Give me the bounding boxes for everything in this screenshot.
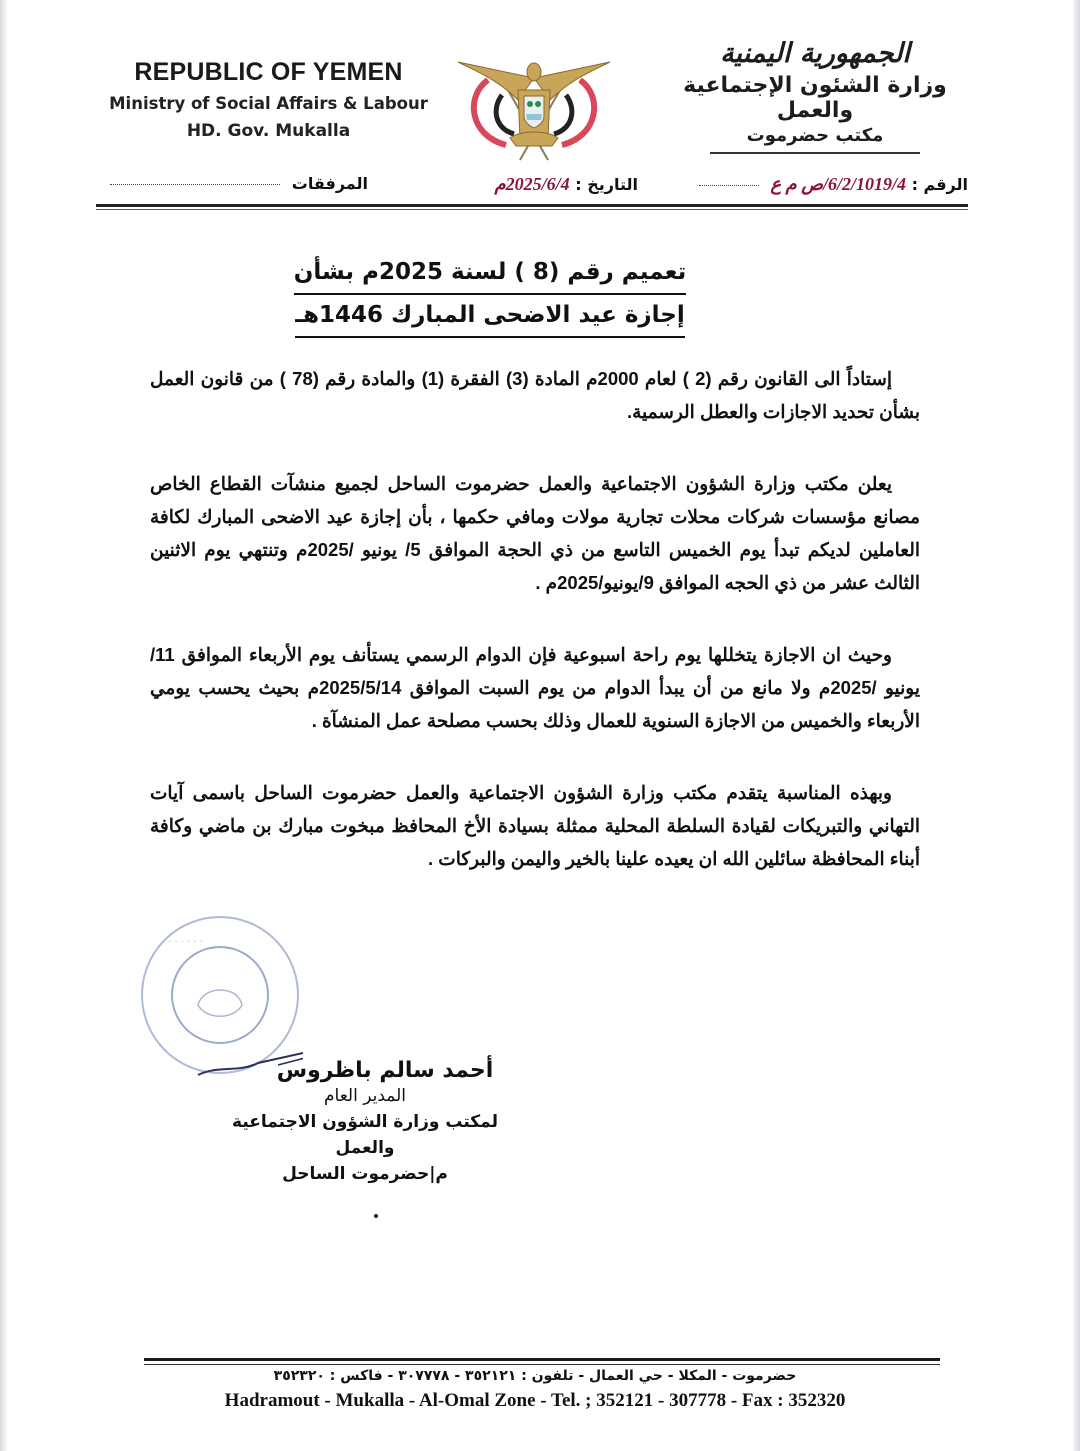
reference-number: [693, 174, 968, 195]
reference-attachments-line: [110, 184, 280, 185]
letterhead-underline: [710, 152, 920, 154]
header-divider: [96, 204, 968, 207]
stray-dot: [374, 1214, 378, 1218]
page-edge-left: [0, 0, 8, 1451]
header-divider-thin: [96, 209, 968, 210]
page-edge-right: [1072, 0, 1080, 1451]
office-name-ar: مكتب حضرموت: [746, 125, 884, 146]
title-line-2: إجازة عيد الاضحى المبارك 1446هـ: [295, 295, 685, 338]
footer-divider-thin: [144, 1364, 940, 1365]
ministry-name-ar: وزارة الشئون الإجتماعية والعمل: [683, 73, 947, 123]
body-paragraph: وحيث ان الاجازة يتخللها يوم راحة اسبوعية فإن الدوام الرسمي يستأنف يوم الأربعاء الموافق 11/يونيو /2025م ولا مانع من أن يبدأ الدوام من يوم السبت الموافق 2025/5/14م بحيث يحسب يومي الأربعاء والخميس من الاجازة السنوية للعمال وذلك بحسب مصلحة عمل المنشآة .: [150, 644, 920, 731]
reference-number-line: [699, 185, 759, 186]
circular-body: [150, 362, 920, 914]
reference-date-label: التاريخ :: [575, 175, 638, 194]
reference-date-value: 2025/6/4م: [494, 174, 570, 194]
country-name-en: REPUBLIC OF YEMEN: [134, 58, 403, 86]
country-name-ar: الجمهورية اليمنية: [720, 38, 910, 69]
footer-address-ar: حضرموت - المكلا - حي العمال - تلفون : ٣٥٢١٢١ - ٣٠٧٧٧٨ - فاكس : ٣٥٢٣٢٠: [273, 1368, 797, 1384]
letterhead-english: [96, 58, 441, 141]
footer-divider: [144, 1358, 940, 1361]
circular-title: [280, 252, 700, 338]
body-paragraph: يعلن مكتب وزارة الشؤون الاجتماعية والعمل حضرموت الساحل لجميع منشآت القطاع الخاص مصانع مؤسسات شركات محلات تجارية مولات ومافي حكمها ، بأن إجازة عيد الاضحى المبارك لكافة العاملين لديكم تبدأ يوم الخميس التاسع من ذي الحجة الموافق 5/ يونيو /2025م وتنتهي يوم الاثنين الثالث عشر من ذي الحجه الموافق 9/يونيو/2025م .: [150, 473, 920, 593]
reference-attachments: [104, 174, 368, 193]
svg-text:· · · · · ·: · · · · · ·: [168, 937, 203, 948]
reference-number-label: الرقم :: [911, 175, 968, 194]
signatory-title: المدير العام: [324, 1086, 406, 1106]
reference-row: [96, 170, 968, 200]
reference-number-value: 6/2/1019/4/ص م ع: [770, 174, 906, 194]
signature-block: [200, 1058, 530, 1187]
yemen-emblem-icon: [448, 50, 620, 165]
footer-address-en: Hadramout - Mukalla - Al-Omal Zone - Tel. ; 352121 - 307778 - Fax : 352320: [224, 1390, 846, 1411]
office-name-en: HD. Gov. Mukalla: [186, 121, 351, 141]
title-line-1: تعميم رقم (8 ) لسنة 2025م بشأن: [294, 252, 686, 295]
ministry-name-en: Ministry of Social Affairs & Labour: [109, 94, 428, 113]
signatory-office-line-1: لمكتب وزارة الشؤون الاجتماعية والعمل: [232, 1112, 498, 1158]
letterhead-arabic: [660, 38, 970, 154]
body-paragraph: وبهذه المناسبة يتقدم مكتب وزارة الشؤون الاجتماعية والعمل حضرموت الساحل باسمى آيات التهاني والتبريكات لقيادة السلطة المحلية ممثلة بسيادة الأخ المحافظ مبخوت مبارك بن ماضي وكافة أبناء المحافظة سائلين الله ان يعيده علينا بالخير واليمن والبركات .: [150, 782, 920, 869]
signatory-office-line-2: م|حضرموت الساحل: [282, 1164, 448, 1184]
reference-attachments-label: المرفقات: [291, 174, 368, 193]
reference-date: [495, 174, 639, 195]
signatory-name: أحمد سالم باظروس: [276, 1058, 494, 1083]
body-paragraph: إستاداً الى القانون رقم (2 ) لعام 2000م المادة (3) الفقرة (1) والمادة رقم (78 ) من قانون العمل بشأن تحديد الاجازات والعطل الرسمية.: [150, 368, 920, 422]
